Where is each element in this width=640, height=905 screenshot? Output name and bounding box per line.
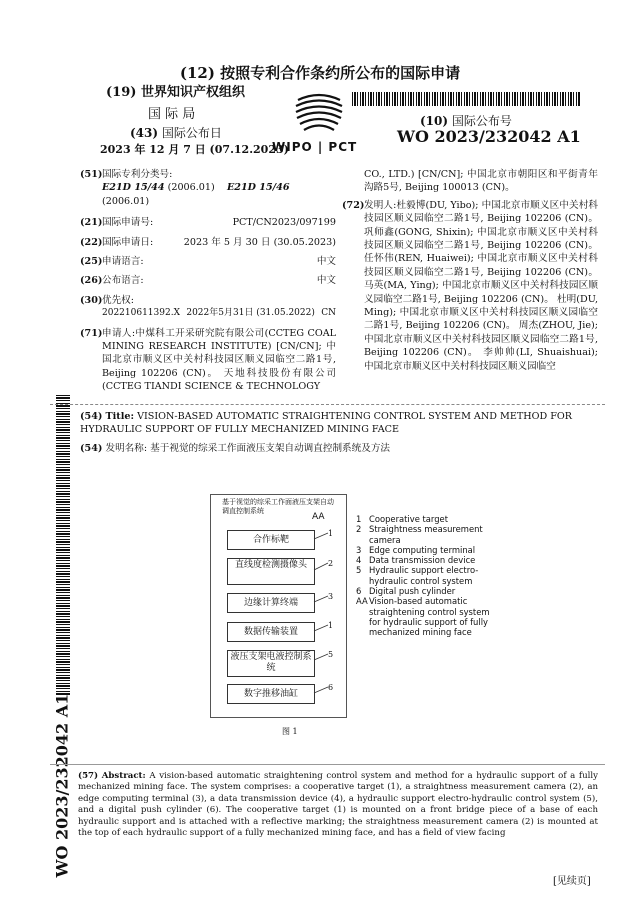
pubno-value: WO 2023/232042 A1: [397, 127, 581, 146]
left-column: [80, 168, 336, 394]
figure-caption-top: 基于视觉的综采工作面液压支架自动调直控制系统: [222, 498, 334, 515]
ipc-field: [80, 168, 336, 181]
publang-value: 中文: [316, 275, 336, 287]
figure-number-1: 1: [328, 529, 334, 538]
figure-number-2: 2: [328, 559, 334, 568]
title-en-text: VISION-BASED AUTOMATIC STRAIGHTENING CONTROL SYSTEM AND METHOD FOR HYDRAULIC SUPPORT OF FULLY MECHANIZED MINING FACE: [80, 411, 572, 436]
legend-item: AA Vision-based automatic straightening control system for hydraulic support of fully mechanized mining face: [356, 596, 490, 638]
abstract-divider: [50, 764, 605, 765]
legend-item: 1 Cooperative target: [356, 514, 448, 524]
figure-number-3: 3: [328, 592, 334, 601]
field-code: (71): [80, 327, 103, 339]
priority-date: 2022年5月31日 (31.05.2022): [186, 308, 315, 319]
field-label: 申请语言:: [102, 256, 144, 268]
abstract-label: Abstract:: [101, 771, 146, 781]
publang-field: [80, 274, 336, 287]
pubdate-value: 2023 年 12 月 7 日 (07.12.2023): [100, 143, 289, 156]
legend-item: 2 Straightness measurement camera: [356, 524, 483, 545]
abstract-text: A vision-based automatic straightening control system and method for a hydraulic support of a fully mechanized mining face. The system comprises: a cooperative target (1), a straightness measurement camera (2), an edge computing terminal (3), a data transmission device (4), a hydraulic support electro-hydraulic control system (5), and a digital push cylinder (6). The cooperative target (1) is mounted on a front bridge piece of a base of each hydraulic support and is attached with a reflective marking; the straightness measurement camera (2) is mounted at the top of each hydraulic support of a fully mechanized mining face, and has a field of view facing: [78, 771, 598, 839]
filelang-field: [80, 255, 336, 268]
legend-item: 4 Data transmission device: [356, 555, 476, 566]
side-barcode: [56, 395, 70, 695]
legend-item: 6 Digital push cylinder: [356, 586, 456, 597]
org-name: 世界知识产权组织: [140, 85, 245, 100]
appdate-value: 2023 年 5 月 30 日 (30.05.2023): [183, 236, 336, 248]
ipc-values: [80, 181, 336, 208]
figure-label: 图 1: [282, 727, 298, 736]
figure-box-1: 合作标靶: [227, 530, 315, 550]
field-label: 国际专利分类号:: [102, 169, 173, 180]
inventors-text: 发明人:杜毅博(DU, Yibo); 中国北京市顺义区中关村科技园区顺义园临空二路1号, Beijing 102206 (CN)。 巩师鑫(GONG, Shixin); 中国北京市顺义区中关村科技园区顺义园临空二路1号, Beijing 102206 (CN)。 任怀伟(REN, Huaiwei); 中国北京市顺义区中关村科技园区顺义园临空二路1号, Beijing 102206 (CN)。 马英(MA, Ying); 中国北京市顺义区中关村科技园区顺义园临空二路1号, Beijing 102206 (CN)。 杜明(DU, Ming); 中国北京市顺义区中关村科技园区顺义园临空二路1号, Beijing 102206 (CN)。 周杰(ZHOU, Jie); 中国北京市顺义区中关村科技园区顺义园临空二路1号, Beijing 102206 (CN)。 李帅帅(LI, Shuaishuai); 中国北京市顺义区中关村科技园区顺义园临空: [364, 199, 598, 372]
title-zh-text: 基于视觉的综采工作面液压支架自动调直控制系统及方法: [150, 443, 391, 454]
applicant-continued: CO., LTD.) [CN/CN]; 中国北京市朝阳区和平街青年沟路5号, Beijing 100013 (CN)。: [364, 169, 598, 194]
pubdate-label: 国际公布日: [161, 126, 222, 140]
org-sub: 国 际 局: [148, 107, 196, 122]
field-code: (22): [80, 236, 103, 248]
ipc-a: E21D 15/44: [102, 182, 165, 194]
abstract: [78, 771, 598, 839]
title-en-label: Title:: [105, 411, 135, 422]
org-block: [106, 86, 245, 100]
legend-item: 3 Edge computing terminal: [356, 544, 476, 555]
field-code: (21): [80, 217, 103, 229]
filelang-value: 中文: [316, 256, 336, 268]
pubno-code: (10): [420, 114, 449, 128]
priority-values: [80, 307, 336, 320]
header-barcode: [352, 92, 580, 106]
title-en-code: (54): [80, 411, 103, 422]
appdate-field: [80, 236, 336, 249]
field-code: (26): [80, 275, 103, 287]
title-zh-code: (54): [80, 443, 103, 454]
continued-footer: [见续页]: [553, 876, 591, 887]
ipc-a-date: (2006.01): [167, 182, 215, 194]
field-label: 公布语言:: [102, 275, 144, 287]
priority-no: 202210611392.X: [102, 308, 180, 319]
pubdate-label-row: [130, 124, 222, 141]
figure-number-5: 5: [328, 650, 334, 659]
field-label: 优先权:: [102, 294, 135, 306]
priority-field: [80, 294, 336, 307]
title-en: [80, 410, 600, 437]
wipo-pct-text: WIPO | PCT: [272, 140, 358, 154]
priority-cc: CN: [321, 308, 336, 319]
ipc-b-date: (2006.01): [102, 195, 150, 207]
figure-box-2: 直线度检测摄像头: [227, 558, 315, 585]
figure-box-6: 数字推移油缸: [227, 684, 315, 704]
figure-box-5: 液压支架电液控制系统: [227, 650, 315, 677]
appno-field: [80, 216, 336, 229]
field-code: (51): [80, 169, 103, 180]
title-zh: [80, 442, 600, 455]
org-code: (19): [106, 85, 137, 100]
field-code: (25): [80, 256, 103, 268]
figure-aa: AA: [312, 512, 325, 522]
field-code: (72): [342, 199, 365, 211]
applicant-text: 申请人:中煤科工开采研究院有限公司(CCTEG COAL MINING RESEARCH INSTITUTE) [CN/CN]; 中国北京市顺义区中关村科技园区顺义园临空二路1号, Beijing 102206 (CN)。 天地科技股份有限公司(CCTEG TIANDI SCIENCE & TECHNOLOGY: [102, 327, 336, 393]
field-label: 国际申请号:: [102, 217, 154, 229]
title-zh-label: 发明名称:: [105, 443, 148, 454]
divider: [50, 404, 605, 405]
pubno-label: 国际公布号: [451, 114, 512, 128]
applicant-field: [80, 327, 336, 394]
figure-connectors: [210, 494, 345, 716]
figure-legend: [356, 514, 496, 638]
right-column: [342, 168, 598, 373]
abstract-code: (57): [78, 771, 99, 781]
legend-item: 5 Hydraulic support electro-hydraulic control system: [356, 565, 479, 586]
inventors-field: [342, 199, 598, 373]
figure-number-6: 6: [328, 683, 334, 692]
field-label: 国际申请日:: [102, 236, 154, 248]
side-pubno: WO 2023/232042 A1: [52, 693, 72, 878]
ipc-b: E21D 15/46: [226, 182, 290, 194]
pubdate-code: (43): [130, 126, 159, 140]
document-title: (12) 按照专利合作条约所公布的国际申请: [179, 64, 461, 82]
figure-box-3: 边缘计算终端: [227, 593, 315, 613]
figure-number-4: 1: [328, 621, 334, 630]
wipo-logo: [284, 86, 354, 142]
field-code: (30): [80, 294, 103, 306]
appno-value: PCT/CN2023/097199: [232, 217, 336, 229]
figure-box-4: 数据传输装置: [227, 622, 315, 642]
